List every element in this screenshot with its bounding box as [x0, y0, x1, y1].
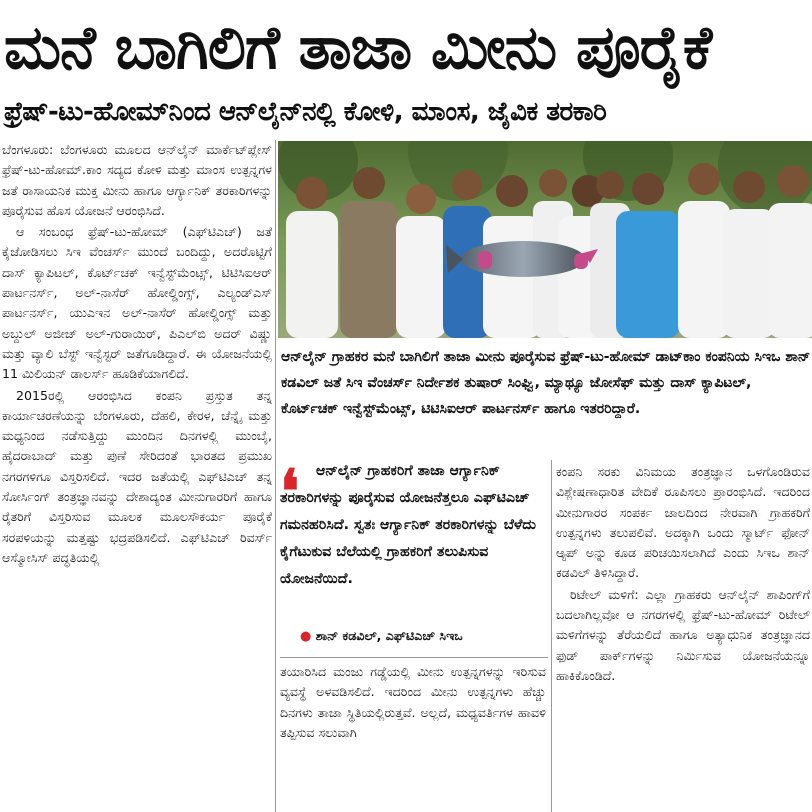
quote-divider: [280, 657, 548, 658]
left-paragraph-3: 2015ರಲ್ಲಿ ಆರಂಭಿಸಿದ ಕಂಪನಿ ಪ್ರಸ್ತುತ ತನ್ನ ಕಾರ್ಯಾಚರಣೆಯನ್ನು ಬೆಂಗಳೂರು, ದೆಹಲಿ, ಕೇರಳ, ಚೆನ್ನೈ ಮತ್ತು ಮಧ್ಯನಿಂದ ನಡೆಸುತ್ತಿದ್ದು ಮುಂದಿನ ದಿನಗಳಲ್ಲಿ ಮುಂಬೈ, ಹೈದರಾಬಾದ್ ಮತ್ತು ಪುಣೆ ಸೇರಿದಂತೆ ಭಾರತದ ಪ್ರಮುಖ ನಗರಗಳಿಗೂ ವಿಸ್ತರಿಸಲಿದೆ. ಇದರ ಜತೆಯಲ್ಲಿ ಎಫ್‌ಟಿಎಚ್ ತನ್ನ ಸೋರ್ಸಿಂಗ್ ತಂತ್ರಜ್ಞಾನವನ್ನು ದೇಶಾದ್ಯಂತ ಮೀನುಗಾರರಿಗೆ ಹಾಗೂ ರೈತರಿಗೆ ವಿಸ್ತರಿಸುವ ಮೂಲಕ ಮೂಲಸೌಕರ್ಯ ಪೂರೈಕೆ ಸರಪಳಿಯನ್ನು ಮತ್ತಷ್ಟು ಭದ್ರಪಡಿಸಲಿದೆ. ಎಫ್‌ಟಿಎಚ್ ರಿವರ್ಸ್ ಆಸ್ಮೋಸಿಸ್ ಪದ್ಧತಿಯಲ್ಲಿ: [2, 387, 272, 565]
quote-mark-icon: ❛: [280, 458, 300, 527]
right-column: [556, 462, 810, 810]
left-paragraph-2: ಆ ಸಂಬಂಧ ಫ್ರೆಷ್-ಟು-ಹೋಮ್ (ಎಫ್‌ಟಿಎಚ್) ಜತೆ ಕೈಜೋಡಿಸಲು ಸಿಇ ವೆಂಚರ್ಸ್ ಮುಂದೆ ಬಂದಿದ್ದು, ಅದರೊಟ್ಟಿಗೆ ದಾಸ್ ಕ್ಯಾಪಿಟಲ್, ಕೊರ್ಟ್‌ಚಕ್ ಇನ್ವೆಸ್ಟ್‌ಮೆಂಟ್ಸ್, ಟಿಟಿಸಿಐಆರ್ ಪಾರ್ಟನರ್ಸ್, ಅಲ್-ನಾಸೆರ್ ಹೋಲ್ಡಿಂಗ್ಸ್, ಎಲ್ಯಂಡ್‌ಎಸ್ ಪಾರ್ಟನರ್ಸ್, ಯುಎಇನ ಅಲ್-ನಾಸೆರ್ ಹೋಲ್ಡಿಂಗ್ಸ್ ಮತ್ತು ಅಬ್ದುಲ್ ಅಜೀಜ್ ಅಲ್-ಗುರಾಯಿರ್, ಪಿಎಲ್‌ಬಿ ಅದರ್ ವಿಷ್ಣು ಮತ್ತು ವ್ಯಾಲಿ ಬೆಸ್ಟ್ ಇನ್ವೆಸ್ಟರ್ ಜತೆಗೂಡಿದ್ದಾರೆ. ಈ ಯೋಜನೆಯಲ್ಲಿ 11 ಮಿಲಿಯನ್ ಡಾಲರ್ಸ್ ಹೂಡಿಕೆಯಾಗಲಿದೆ.: [2, 224, 272, 382]
column-divider-left: [275, 140, 276, 812]
left-column: [2, 140, 272, 810]
subheadline: ಫ್ರೆಷ್-ಟು-ಹೋಮ್‌ನಿಂದ ಆನ್‌ಲೈನ್‌ನಲ್ಲಿ ಕೋಳಿ, ಮಾಂಸ, ಜೈವಿಕ ತರಕಾರಿ: [4, 97, 607, 127]
left-paragraph-1: ಬೆಂಗಳೂರು: ಬೆಂಗಳೂರು ಮೂಲದ ಆನ್‌ಲೈನ್ ಮಾರ್ಕೆಟ್‌ಪ್ಲೇಸ್ ಫ್ರೆಷ್-ಟು-ಹೋಮ್.ಕಾಂ ಸದ್ಯದ ಕೋಳಿ ಮತ್ತು ಮಾಂಸ ಉತ್ಪನ್ನಗಳ ಜತೆ ರಾಸಾಯನಿಕ ಮುಕ್ತ ಮೀನು ಹಾಗೂ ಆರ್ಗ್ಯಾನಿಕ್ ತರಕಾರಿಗಳನ್ನು ಪೂರೈಸುವ ಹೊಸ ಯೋಜನೆ ಆರಂಭಿಸಿದೆ.: [2, 142, 272, 218]
group-photo: [278, 141, 812, 338]
photo-caption: ಆನ್‌ಲೈನ್ ಗ್ರಾಹಕರ ಮನೆ ಬಾಗಿಲಿಗೆ ತಾಜಾ ಮೀನು ಪೂರೈಸುವ ಫ್ರೆಷ್-ಟು-ಹೋಮ್ ಡಾಟ್‌ಕಾಂ ಕಂಪನಿಯ ಸಿಇಒ ಶಾನ್ ಕಡವಿಲ್ ಜತೆ ಸಿಇ ವೆಂಚರ್ಸ್ ನಿರ್ದೇಶಕ ತುಷಾರ್ ಸಿಂಘ್ವಿ, ಮ್ಯಾಥ್ಯೂ ಜೋಸೆಫ್ ಮತ್ತು ದಾಸ್ ಕ್ಯಾಪಿಟಲ್, ಕೊರ್ಟ್‌ಚಕ್ ಇನ್ವೆಸ್ಟ್‌ಮೆಂಟ್ಸ್, ಟಿಟಿಸಿಐಆರ್ ಪಾರ್ಟನರ್ಸ್ ಹಾಗೂ ಇತರರಿದ್ದಾರೆ.: [281, 349, 811, 417]
group-photo-image: [278, 141, 812, 338]
attribution-text: ಶಾನ್ ಕಡವಿಲ್, ಎಫ್‌ಟಿಎಚ್ ಸಿಇಒ: [315, 628, 463, 643]
middle-paragraph: ತಯಾರಿಸಿದ ಮಂಜು ಗಡ್ಡೆಯಲ್ಲಿ ಮೀನು ಉತ್ಪನ್ನಗಳನ್ನು ಇರಿಸುವ ವ್ಯವಸ್ಥೆ ಅಳವಡಿಸಲಿದೆ. ಇದರಿಂದ ಮೀನು ಉತ್ಪನ್ನಗಳು ಹೆಚ್ಚು ದಿನಗಳು ತಾಜಾ ಸ್ಥಿತಿಯಲ್ಲಿರುತ್ತವೆ. ಅಲ್ಲದೆ, ಮಧ್ಯವರ್ತಿಗಳ ಹಾವಳಿ ತಪ್ಪಿಸುವ ಸಲುವಾಗಿ: [280, 664, 546, 740]
pull-quote: [280, 458, 548, 654]
pull-quote-attribution: [300, 626, 546, 647]
middle-column: [280, 662, 546, 810]
right-paragraph-2: ರಿಟೇಲ್ ಮಳಿಗೆ: ಎಲ್ಲಾ ಗ್ರಾಹಕರು ಆನ್‌ಲೈನ್ ಶಾಪಿಂಗ್‌ಗೆ ಬದಲಾಗಿಲ್ಲವೋ ಆ ನಗರಗಳಲ್ಲಿ ಫ್ರೆಷ್-ಟು-ಹೋಮ್ ರಿಟೇಲ್ ಮಳಿಗೆಗಳನ್ನು ತೆರೆಯಲಿದೆ ಹಾಗೂ ಅತ್ಯಾಧುನಿಕ ತಂತ್ರಜ್ಞಾನದ ಫುಡ್ ಪಾರ್ಕ್‌ಗಳನ್ನು ನಿರ್ಮಿಸುವ ಯೋಜನೆಯನ್ನೂ ಹಾಕಿಕೊಂಡಿದೆ.: [556, 586, 810, 683]
headline: ಮನೆ ಬಾಗಿಲಿಗೆ ತಾಜಾ ಮೀನು ಪೂರೈಕೆ: [4, 13, 712, 83]
column-divider-right: [551, 460, 552, 812]
bullet-icon: ●: [300, 629, 312, 644]
pull-quote-text: ಆನ್‌ಲೈನ್ ಗ್ರಾಹಕರಿಗೆ ತಾಜಾ ಆರ್ಗ್ಯಾನಿಕ್ ತರಕಾರಿಗಳನ್ನು ಪೂರೈಸುವ ಯೋಜನೆತ್ತಲೂ ಎಫ್‌ಟಿಎಚ್ ಗಮನಹರಿಸಿದೆ. ಸ್ವತಃ ಆರ್ಗ್ಯಾನಿಕ್ ತರಕಾರಿಗಳನ್ನು ಬೆಳೆದು ಕೈಗೆಟುಕುವ ಬೆಲೆಯಲ್ಲಿ ಗ್ರಾಹಕರಿಗೆ ತಲುಪಿಸುವ ಯೋಜನೆಯಿದೆ.: [280, 463, 536, 587]
right-paragraph-1: ಕಂಪನಿ ಸರಕು ವಿನಿಮಯ ತಂತ್ರಜ್ಞಾನ ಒಳಗೊಂಡಿರುವ ವಿಶ್ಲೇಷಣಾಧಾರಿತ ವೇದಿಕೆ ರೂಪಿಸಲು ಪ್ರಾರಂಭಿಸಿದೆ. ಇದರಿಂದ ಮೀನುಗಾರರ ಸಂಪರ್ಕ ಜಾಲದಿಂದ ನೇರವಾಗಿ ಗ್ರಾಹಕರಿಗೆ ಉತ್ಪನ್ನಗಳು ತಲುಪಲಿವೆ. ಅದಕ್ಕಾಗಿ ಒಂದು ಸ್ಮಾರ್ಟ್ ಫೋನ್ ಆ್ಯಪ್ ಅನ್ನು ಕೂಡ ಪರಿಚಯಿಸಲಾಗಿದೆ ಎಂದು ಸಿಇಒ ಶಾನ್ ಕಡವಿಲ್ ತಿಳಿಸಿದ್ದಾರೆ.: [556, 464, 810, 581]
